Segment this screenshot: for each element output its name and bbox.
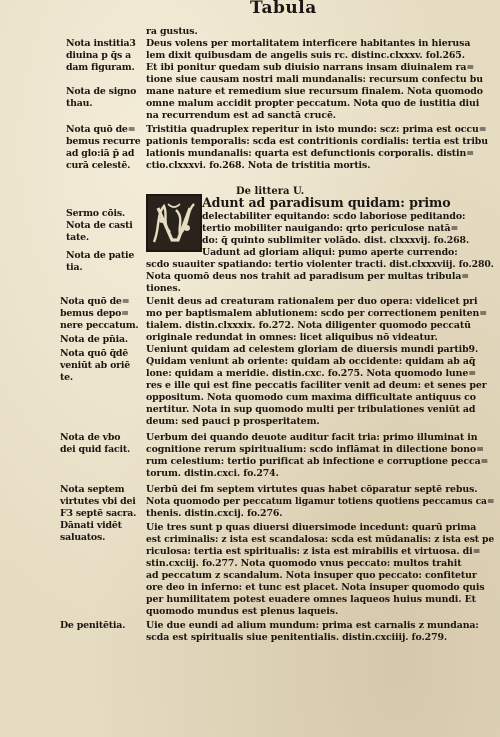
text-line: tiones.: [146, 283, 181, 294]
margin-note: Sermo cōis.: [66, 208, 125, 219]
text-line: per humilitatem potest euadere omnes laqueos huius mundi. Et: [146, 594, 476, 605]
text-line: Uie due eundi ad alium mundum: prima est carnalis z mundana:: [146, 620, 479, 631]
text-line: lone: quidam a meridie. distin.cxc. fo.275. Nota quomodo lune=: [146, 368, 476, 379]
running-title: Tabula: [250, 0, 317, 18]
text-line: Quidam veniunt ab oriente: quidam ab occidente: quidam ab aq̄: [146, 356, 476, 367]
text-line: thenis. distin.cxcij. fo.276.: [146, 508, 283, 519]
text-line: cognitione rerum spiritualium: scdo inflāmat in dilectione bono=: [146, 444, 484, 455]
text-line: ore deo in inferno: et tunc est placet. Nota insuper quomodo quis: [146, 582, 485, 593]
text-line: rum celestium: tertio purificat ab infectione e corruptione pecca=: [146, 456, 489, 467]
text-line: do: q̄ quinto sublimiter volādo. dist. clxxxvij. fo.268.: [202, 235, 470, 246]
text-line: scda est spiritualis siue penitentialis. distin.cxciiij. fo.279.: [146, 632, 448, 643]
margin-note: veniūt ab oriē: [60, 360, 131, 371]
text-line: Nota quomō deus nos trahit ad paradisum per multas tribula=: [146, 271, 470, 282]
text-line: res e ille qui est fine peccatis faciliter venit ad deum: et senes per: [146, 380, 487, 391]
text-line: Uenit deus ad creaturam rationalem per duo opera: videlicet pri: [146, 296, 478, 307]
text-line: lem dixit quibusdam de angelis suis rc. distinc.clxxxv. fol.265.: [146, 50, 465, 61]
margin-note: F3 septē sacra.: [60, 508, 137, 519]
text-line: ctio.clxxxvi. fo.268. Nota de tristitia mortis.: [146, 160, 371, 171]
text-line: delectabiliter equitando: scdo laboriose peditando:: [202, 211, 466, 222]
text-line: mo per baptismalem ablutionem: scdo per correctionem peniten=: [146, 308, 487, 319]
margin-note: ad glo:iā p̄ ad: [66, 148, 135, 159]
margin-note: Nota de pn̄ia.: [60, 334, 128, 345]
text-line: originale redundat in omnes: licet aliquibus nō videatur.: [146, 332, 438, 343]
text-line: est criminalis: z ista est scandalosa: scda est mūdanalis: z ista est pe: [146, 534, 495, 545]
text-line: mane nature et remedium siue recursum finalem. Nota quomodo: [146, 86, 483, 97]
margin-note: bemus depo=: [60, 308, 129, 319]
text-line: pationis temporalis: scda est contritionis cordialis: tertia est tribu: [146, 136, 488, 147]
margin-note: Nota de casti: [66, 220, 133, 231]
margin-note: thau.: [66, 98, 93, 109]
margin-note: tate.: [66, 232, 89, 243]
margin-note: dam figuram.: [66, 62, 135, 73]
text-line: oppositum. Nota quomodo cum maxima difficultate antiquus co: [146, 392, 476, 403]
text-line: riculosa: tertia est spiritualis: z ista est mirabilis et virtuosa. di=: [146, 546, 481, 557]
text-line: omne malum accidit propter peccatum. Nota quo de iustitia diui: [146, 98, 480, 109]
text-line: scdo suauiter spatiando: tertio violenter tracti. dist.clxxxviij. fo.280.: [146, 259, 494, 270]
text-line: Et ibi ponitur quedam sub diuisio narrans insam diuinalem ra=: [146, 62, 475, 73]
text-line: Ueniunt quidam ad celestem gloriam de diuersis mundi partib9.: [146, 344, 479, 355]
text-line: lationis mundanalis: quarta est defunctionis corporalis. distin=: [146, 148, 474, 159]
text-line: Uerbum dei quando deuote auditur facit tria: primo illuminat in: [146, 432, 478, 443]
margin-note: bemus recurre: [66, 136, 141, 147]
text-line: nertitur. Nota in sup quomodo multi per tribulationes veniūt ad: [146, 404, 476, 415]
text-line: ra gustus.: [146, 26, 198, 37]
margin-note: Nota quō q̄dē: [60, 348, 129, 359]
margin-note: Nota de patie: [66, 250, 135, 261]
text-line: na recurrendum est ad sanctā crucē.: [146, 110, 336, 121]
text-line: Deus volens per mortalitatem interficere habitantes in hierusa: [146, 38, 471, 49]
margin-note: curā celestē.: [66, 160, 131, 171]
text-line: tione siue causam nostri mali mundanalis: recursum confectu bu: [146, 74, 483, 85]
text-line: quomodo mundus est plenus laqueis.: [146, 606, 339, 617]
text-line: stin.cxciij. fo.277. Nota quomodo vnus peccato: multos trahit: [146, 558, 462, 569]
section-heading: De littera U.: [236, 186, 305, 197]
margin-note: Nota de vbo: [60, 432, 121, 443]
margin-note: nere peccatum.: [60, 320, 139, 331]
text-line: tertio mobiliter nauigando: qrto periculose natā=: [202, 223, 459, 234]
decorated-initial: [146, 194, 202, 252]
margin-note: Nota institia3: [66, 38, 136, 49]
foliage-ornament-icon: [150, 198, 198, 248]
margin-note: dei quid facit.: [60, 444, 131, 455]
margin-note: Nota quō de=: [60, 296, 130, 307]
margin-note: Nota septem: [60, 484, 125, 495]
margin-note: Dānati vidēt: [60, 520, 122, 531]
margin-note: saluatos.: [60, 532, 106, 543]
margin-note: virtutes vbi dei: [60, 496, 136, 507]
margin-note: tia.: [66, 262, 83, 273]
margin-note: te.: [60, 372, 73, 383]
text-line: Uadunt ad gloriam aliqui: pumo aperte currendo:: [202, 247, 458, 258]
margin-note: Nota quō de=: [66, 124, 136, 135]
text-line: Uerbū dei fm septem virtutes quas habet cōparatur septē rebus.: [146, 484, 478, 495]
margin-note: De penitētia.: [60, 620, 126, 631]
lead-line: Adunt ad paradisum quidam: primo: [202, 195, 451, 210]
text-line: Uie tres sunt p quas diuersi diuersimode incedunt: quarū prima: [146, 522, 477, 533]
margin-note: diuina p q̄s a: [66, 50, 132, 61]
margin-note: Nota de signo: [66, 86, 137, 97]
text-line: deum: sed pauci p prosperitatem.: [146, 416, 320, 427]
text-line: tialem. distin.clxxxix. fo.272. Nota diligenter quomodo peccatū: [146, 320, 471, 331]
text-line: Tristitia quadruplex reperitur in isto mundo: scz: prima est occu=: [146, 124, 487, 135]
text-line: Nota quomodo per peccatum ligamur totiens quotiens peccamus ca=: [146, 496, 495, 507]
text-line: torum. distin.cxci. fo.274.: [146, 468, 279, 479]
text-line: ad peccatum z scandalum. Nota insuper quo peccato: confitetur: [146, 570, 477, 581]
